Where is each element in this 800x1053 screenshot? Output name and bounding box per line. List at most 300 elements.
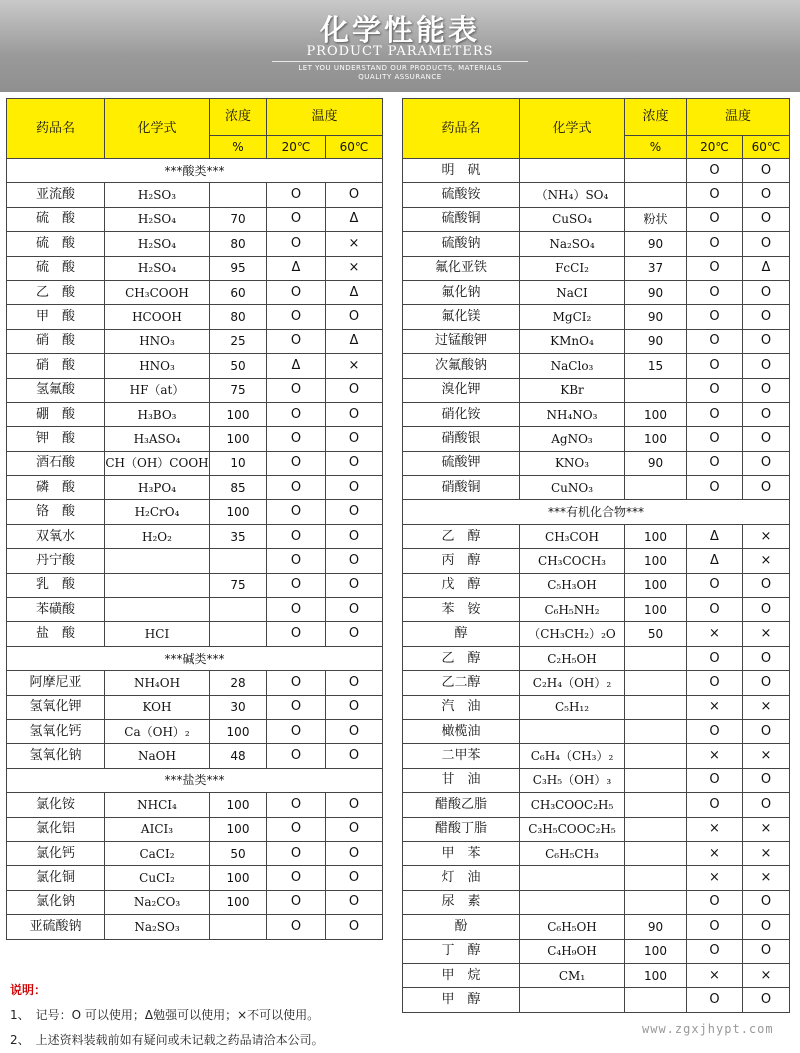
rating-20c: × bbox=[687, 963, 743, 987]
table-row bbox=[403, 354, 790, 378]
concentration: 100 bbox=[625, 598, 687, 622]
rating-20c: O bbox=[687, 671, 743, 695]
chemical-formula: KMnO₄ bbox=[520, 329, 625, 353]
chemical-formula: HF（at） bbox=[105, 378, 210, 402]
chemical-name: 氟化镁 bbox=[403, 305, 520, 329]
chemical-name: 硝化铵 bbox=[403, 402, 520, 426]
chemical-formula: HNO₃ bbox=[105, 354, 210, 378]
table-row bbox=[7, 305, 383, 329]
rating-20c: O bbox=[267, 866, 326, 890]
chemical-formula: AICI₃ bbox=[105, 817, 210, 841]
rating-60c: O bbox=[743, 232, 790, 256]
header-divider bbox=[272, 61, 528, 62]
section-label: ***有机化合物*** bbox=[403, 500, 790, 524]
concentration bbox=[210, 915, 267, 939]
rating-60c: O bbox=[326, 915, 383, 939]
rating-60c: × bbox=[743, 817, 790, 841]
table-row bbox=[7, 378, 383, 402]
chemical-formula: C₂H₅OH bbox=[520, 646, 625, 670]
rating-60c: O bbox=[743, 939, 790, 963]
concentration bbox=[625, 695, 687, 719]
chemical-name: 氢氧化钾 bbox=[7, 695, 105, 719]
table-row bbox=[403, 866, 790, 890]
chemical-name: 醋酸丁脂 bbox=[403, 817, 520, 841]
rating-20c: O bbox=[267, 524, 326, 548]
table-row bbox=[7, 354, 383, 378]
table-row bbox=[7, 573, 383, 597]
concentration: 粉状 bbox=[625, 207, 687, 231]
rating-60c: O bbox=[743, 793, 790, 817]
chemical-formula: HCI bbox=[105, 622, 210, 646]
concentration bbox=[625, 159, 687, 183]
table-row bbox=[403, 451, 790, 475]
rating-20c: O bbox=[267, 573, 326, 597]
table-row bbox=[403, 671, 790, 695]
chemical-formula: CaCI₂ bbox=[105, 841, 210, 865]
chemical-name: 氢氧化钙 bbox=[7, 719, 105, 743]
rating-20c: O bbox=[687, 476, 743, 500]
chemical-formula: H₂CrO₄ bbox=[105, 500, 210, 524]
chemical-name: 乙 醇 bbox=[403, 646, 520, 670]
rating-60c: O bbox=[743, 646, 790, 670]
rating-20c: O bbox=[267, 695, 326, 719]
rating-20c: O bbox=[687, 159, 743, 183]
concentration: 35 bbox=[210, 524, 267, 548]
rating-20c: O bbox=[687, 305, 743, 329]
chemical-name: 硫 酸 bbox=[7, 207, 105, 231]
rating-20c: O bbox=[267, 427, 326, 451]
concentration: 90 bbox=[625, 232, 687, 256]
rating-20c: O bbox=[267, 500, 326, 524]
chemical-name: 次氟酸钠 bbox=[403, 354, 520, 378]
chemical-formula: NH₄OH bbox=[105, 671, 210, 695]
rating-20c: Δ bbox=[267, 354, 326, 378]
rating-20c: O bbox=[267, 329, 326, 353]
rating-20c: O bbox=[267, 451, 326, 475]
concentration bbox=[625, 866, 687, 890]
chemical-formula: C₆H₅CH₃ bbox=[520, 841, 625, 865]
rating-20c: O bbox=[687, 988, 743, 1012]
table-row bbox=[403, 427, 790, 451]
chemical-name: 亚硫酸钠 bbox=[7, 915, 105, 939]
concentration bbox=[625, 183, 687, 207]
rating-60c: O bbox=[326, 549, 383, 573]
rating-60c: O bbox=[743, 378, 790, 402]
chemical-name: 氯化钠 bbox=[7, 890, 105, 914]
rating-60c: O bbox=[326, 524, 383, 548]
page-title: 化学性能表 bbox=[319, 13, 480, 47]
chemical-name: 氟化亚铁 bbox=[403, 256, 520, 280]
chemical-name: 钾 酸 bbox=[7, 427, 105, 451]
chemical-name: 硫 酸 bbox=[7, 232, 105, 256]
concentration: 100 bbox=[210, 402, 267, 426]
table-row bbox=[403, 159, 790, 183]
section-row bbox=[7, 159, 383, 183]
rating-20c: Δ bbox=[687, 549, 743, 573]
concentration: 100 bbox=[625, 963, 687, 987]
concentration: 15 bbox=[625, 354, 687, 378]
concentration: 100 bbox=[210, 866, 267, 890]
table-row bbox=[403, 476, 790, 500]
rating-20c: O bbox=[687, 768, 743, 792]
table-row bbox=[7, 207, 383, 231]
chemical-name: 硝 酸 bbox=[7, 354, 105, 378]
chemical-formula: C₆H₄（CH₃）₂ bbox=[520, 744, 625, 768]
table-row bbox=[403, 890, 790, 914]
table-row bbox=[7, 598, 383, 622]
table-row bbox=[403, 256, 790, 280]
chemical-name: 铬 酸 bbox=[7, 500, 105, 524]
chemical-formula: Ca（OH）₂ bbox=[105, 719, 210, 743]
concentration bbox=[210, 622, 267, 646]
concentration: 75 bbox=[210, 573, 267, 597]
rating-60c: O bbox=[743, 890, 790, 914]
rating-60c: O bbox=[743, 427, 790, 451]
concentration bbox=[625, 378, 687, 402]
rating-60c: Δ bbox=[743, 256, 790, 280]
concentration bbox=[625, 890, 687, 914]
rating-60c: O bbox=[743, 988, 790, 1012]
rating-60c: O bbox=[743, 305, 790, 329]
section-label: ***盐类*** bbox=[7, 768, 383, 792]
concentration bbox=[625, 744, 687, 768]
chemical-formula: CuSO₄ bbox=[520, 207, 625, 231]
chemical-formula: CuCI₂ bbox=[105, 866, 210, 890]
notes-title: 说明： bbox=[10, 983, 47, 997]
table-row bbox=[403, 768, 790, 792]
chemical-formula: H₂O₂ bbox=[105, 524, 210, 548]
section-label: ***酸类*** bbox=[7, 159, 383, 183]
chemical-formula bbox=[105, 573, 210, 597]
table-row bbox=[7, 280, 383, 304]
rating-20c: O bbox=[687, 183, 743, 207]
concentration: 90 bbox=[625, 451, 687, 475]
chemical-formula: Na₂SO₄ bbox=[520, 232, 625, 256]
table-row bbox=[403, 598, 790, 622]
chemical-name: 丹宁酸 bbox=[7, 549, 105, 573]
rating-20c: O bbox=[267, 671, 326, 695]
chemical-name: 氢氧化钠 bbox=[7, 744, 105, 768]
chemical-name: 甲 烷 bbox=[403, 963, 520, 987]
chemical-name: 磷 酸 bbox=[7, 476, 105, 500]
rating-20c: × bbox=[687, 817, 743, 841]
chemical-name: 亚流酸 bbox=[7, 183, 105, 207]
table-row bbox=[7, 695, 383, 719]
concentration: 100 bbox=[625, 939, 687, 963]
table-row bbox=[7, 256, 383, 280]
header-formula: 化学式 bbox=[520, 99, 625, 159]
concentration: 90 bbox=[625, 280, 687, 304]
rating-20c: O bbox=[687, 915, 743, 939]
section-row bbox=[403, 500, 790, 524]
chemical-name: 酒石酸 bbox=[7, 451, 105, 475]
concentration: 50 bbox=[210, 841, 267, 865]
table-row bbox=[7, 183, 383, 207]
rating-60c: O bbox=[326, 890, 383, 914]
concentration: 80 bbox=[210, 232, 267, 256]
chemical-name: 灯 油 bbox=[403, 866, 520, 890]
chemical-formula: Na₂CO₃ bbox=[105, 890, 210, 914]
table-row bbox=[403, 549, 790, 573]
concentration bbox=[210, 598, 267, 622]
rating-20c: Δ bbox=[687, 524, 743, 548]
rating-60c: O bbox=[743, 159, 790, 183]
concentration bbox=[625, 476, 687, 500]
chemical-formula: CH₃COOH bbox=[105, 280, 210, 304]
rating-20c: O bbox=[267, 598, 326, 622]
chemical-name: 二甲苯 bbox=[403, 744, 520, 768]
concentration: 75 bbox=[210, 378, 267, 402]
concentration: 100 bbox=[210, 500, 267, 524]
chemical-formula: MgCI₂ bbox=[520, 305, 625, 329]
section-row bbox=[7, 768, 383, 792]
chemical-formula: （NH₄）SO₄ bbox=[520, 183, 625, 207]
rating-60c: O bbox=[743, 598, 790, 622]
header-temp: 温度 bbox=[687, 99, 790, 136]
chemical-name: 硫酸铜 bbox=[403, 207, 520, 231]
chemical-name: 乙 酸 bbox=[7, 280, 105, 304]
concentration: 10 bbox=[210, 451, 267, 475]
rating-60c: O bbox=[743, 719, 790, 743]
concentration: 100 bbox=[210, 793, 267, 817]
header-conc: 浓度 bbox=[210, 99, 267, 136]
rating-60c: O bbox=[743, 915, 790, 939]
chemical-name: 氯化铵 bbox=[7, 793, 105, 817]
rating-20c: O bbox=[267, 622, 326, 646]
rating-20c: O bbox=[687, 354, 743, 378]
chemical-formula: H₂SO₄ bbox=[105, 207, 210, 231]
chemical-formula bbox=[520, 719, 625, 743]
chemical-name: 氯化铜 bbox=[7, 866, 105, 890]
rating-60c: × bbox=[326, 354, 383, 378]
table-row bbox=[7, 817, 383, 841]
concentration bbox=[625, 817, 687, 841]
rating-20c: × bbox=[687, 695, 743, 719]
rating-60c: × bbox=[743, 524, 790, 548]
table-row bbox=[403, 573, 790, 597]
rating-20c: O bbox=[267, 549, 326, 573]
chemical-formula: C₂H₄（OH）₂ bbox=[520, 671, 625, 695]
table-row bbox=[403, 841, 790, 865]
table-row bbox=[403, 915, 790, 939]
chemical-formula: CuNO₃ bbox=[520, 476, 625, 500]
rating-20c: × bbox=[687, 866, 743, 890]
chemical-name: 甲 酸 bbox=[7, 305, 105, 329]
tagline-line-1: LET YOU UNDERSTAND OUR PRODUCTS, MATERIALS bbox=[298, 64, 502, 72]
chemical-table-right bbox=[402, 98, 790, 1013]
chemical-name: 苯磺酸 bbox=[7, 598, 105, 622]
table-row bbox=[403, 524, 790, 548]
chemical-formula: KOH bbox=[105, 695, 210, 719]
rating-60c: × bbox=[743, 866, 790, 890]
chemical-name: 阿摩尼亚 bbox=[7, 671, 105, 695]
table-row bbox=[7, 793, 383, 817]
chemical-name: 硫酸钠 bbox=[403, 232, 520, 256]
concentration bbox=[625, 793, 687, 817]
rating-60c: O bbox=[326, 866, 383, 890]
chemical-formula: HNO₃ bbox=[105, 329, 210, 353]
rating-60c: O bbox=[326, 402, 383, 426]
chemical-formula: NaClo₃ bbox=[520, 354, 625, 378]
chemical-name: 丙 醇 bbox=[403, 549, 520, 573]
chemical-name: 双氧水 bbox=[7, 524, 105, 548]
rating-20c: × bbox=[687, 744, 743, 768]
table-row bbox=[403, 817, 790, 841]
rating-20c: O bbox=[267, 890, 326, 914]
table-row bbox=[7, 232, 383, 256]
table-body-right bbox=[403, 159, 790, 1013]
table-row bbox=[7, 476, 383, 500]
table-row bbox=[403, 939, 790, 963]
notes bbox=[10, 978, 400, 1053]
header-t20: 20℃ bbox=[267, 136, 326, 159]
table-row bbox=[403, 207, 790, 231]
concentration: 70 bbox=[210, 207, 267, 231]
rating-20c: O bbox=[267, 915, 326, 939]
rating-20c: Δ bbox=[267, 256, 326, 280]
table-row bbox=[403, 988, 790, 1012]
rating-20c: O bbox=[687, 329, 743, 353]
chemical-name: 硝酸银 bbox=[403, 427, 520, 451]
chemical-name: 醋酸乙脂 bbox=[403, 793, 520, 817]
table-row bbox=[403, 793, 790, 817]
rating-60c: Δ bbox=[326, 280, 383, 304]
chemical-name: 戊 醇 bbox=[403, 573, 520, 597]
header-t20: 20℃ bbox=[687, 136, 743, 159]
table-row bbox=[403, 963, 790, 987]
rating-60c: O bbox=[326, 378, 383, 402]
rating-60c: O bbox=[743, 451, 790, 475]
rating-20c: O bbox=[687, 598, 743, 622]
chemical-formula bbox=[520, 866, 625, 890]
chemical-formula: CH₃COCH₃ bbox=[520, 549, 625, 573]
rating-60c: O bbox=[326, 695, 383, 719]
chemical-formula: KBr bbox=[520, 378, 625, 402]
chemical-formula: H₃BO₃ bbox=[105, 402, 210, 426]
rating-60c: O bbox=[326, 427, 383, 451]
chemical-name: 硝 酸 bbox=[7, 329, 105, 353]
header-name: 药品名 bbox=[403, 99, 520, 159]
rating-60c: O bbox=[743, 573, 790, 597]
chemical-formula: NHCI₄ bbox=[105, 793, 210, 817]
chemical-formula: H₃ASO₄ bbox=[105, 427, 210, 451]
concentration: 100 bbox=[625, 549, 687, 573]
rating-60c: O bbox=[326, 817, 383, 841]
rating-20c: O bbox=[267, 476, 326, 500]
table-row bbox=[403, 622, 790, 646]
concentration bbox=[210, 549, 267, 573]
chemical-formula: FcCI₂ bbox=[520, 256, 625, 280]
chemical-name: 甲 醇 bbox=[403, 988, 520, 1012]
concentration: 100 bbox=[625, 524, 687, 548]
chemical-formula: H₃PO₄ bbox=[105, 476, 210, 500]
rating-20c: O bbox=[687, 280, 743, 304]
concentration bbox=[210, 183, 267, 207]
chemical-name: 氢氟酸 bbox=[7, 378, 105, 402]
table-row bbox=[403, 329, 790, 353]
chemical-table-left bbox=[6, 98, 383, 940]
chemical-formula: CH（OH）COOH bbox=[105, 451, 210, 475]
header-t60: 60℃ bbox=[743, 136, 790, 159]
rating-60c: O bbox=[326, 793, 383, 817]
chemical-formula: C₅H₃OH bbox=[520, 573, 625, 597]
table-row bbox=[403, 232, 790, 256]
rating-60c: O bbox=[326, 841, 383, 865]
chemical-formula: AgNO₃ bbox=[520, 427, 625, 451]
rating-60c: × bbox=[743, 622, 790, 646]
concentration: 90 bbox=[625, 915, 687, 939]
table-row bbox=[7, 915, 383, 939]
concentration bbox=[625, 719, 687, 743]
chemical-formula bbox=[520, 988, 625, 1012]
chemical-name: 硝酸铜 bbox=[403, 476, 520, 500]
concentration: 60 bbox=[210, 280, 267, 304]
header-conc: 浓度 bbox=[625, 99, 687, 136]
rating-20c: O bbox=[687, 573, 743, 597]
rating-60c: O bbox=[743, 354, 790, 378]
rating-60c: × bbox=[743, 841, 790, 865]
notes-line-1: 1、 记号：O 可以使用；Δ勉强可以使用；×不可以使用。 bbox=[10, 1008, 320, 1022]
concentration: 100 bbox=[625, 427, 687, 451]
header-t60: 60℃ bbox=[326, 136, 383, 159]
header-banner bbox=[0, 0, 800, 92]
chemical-name: 乙 醇 bbox=[403, 524, 520, 548]
chemical-formula: NaOH bbox=[105, 744, 210, 768]
chemical-name: 明 矾 bbox=[403, 159, 520, 183]
chemical-formula: C₄H₉OH bbox=[520, 939, 625, 963]
header-conc-unit: % bbox=[210, 136, 267, 159]
chemical-formula: H₂SO₄ bbox=[105, 232, 210, 256]
chemical-formula bbox=[105, 549, 210, 573]
table-row bbox=[7, 329, 383, 353]
rating-20c: O bbox=[687, 451, 743, 475]
rating-60c: O bbox=[743, 402, 790, 426]
header-temp: 温度 bbox=[267, 99, 383, 136]
chemical-formula: C₆H₅OH bbox=[520, 915, 625, 939]
section-row bbox=[7, 646, 383, 670]
rating-20c: O bbox=[687, 402, 743, 426]
rating-20c: O bbox=[267, 378, 326, 402]
rating-60c: Δ bbox=[326, 207, 383, 231]
table-row bbox=[403, 280, 790, 304]
chemical-formula: C₃H₅（OH）₃ bbox=[520, 768, 625, 792]
concentration: 90 bbox=[625, 329, 687, 353]
rating-60c: O bbox=[326, 476, 383, 500]
rating-20c: O bbox=[687, 427, 743, 451]
rating-60c: O bbox=[743, 207, 790, 231]
chemical-formula bbox=[520, 159, 625, 183]
chemical-formula: C₃H₅COOC₂H₅ bbox=[520, 817, 625, 841]
chemical-name: 氟化钠 bbox=[403, 280, 520, 304]
table-row bbox=[7, 866, 383, 890]
concentration: 25 bbox=[210, 329, 267, 353]
chemical-name: 橄榄油 bbox=[403, 719, 520, 743]
header-tagline bbox=[0, 64, 800, 82]
header-formula: 化学式 bbox=[105, 99, 210, 159]
chemical-formula: H₂SO₄ bbox=[105, 256, 210, 280]
table-row bbox=[403, 744, 790, 768]
rating-60c: O bbox=[743, 329, 790, 353]
rating-60c: O bbox=[326, 744, 383, 768]
rating-60c: × bbox=[743, 549, 790, 573]
header-name: 药品名 bbox=[7, 99, 105, 159]
concentration: 50 bbox=[625, 622, 687, 646]
rating-60c: O bbox=[326, 183, 383, 207]
rating-60c: O bbox=[326, 671, 383, 695]
table-row bbox=[403, 402, 790, 426]
chemical-name: 氯化钙 bbox=[7, 841, 105, 865]
rating-60c: × bbox=[743, 695, 790, 719]
